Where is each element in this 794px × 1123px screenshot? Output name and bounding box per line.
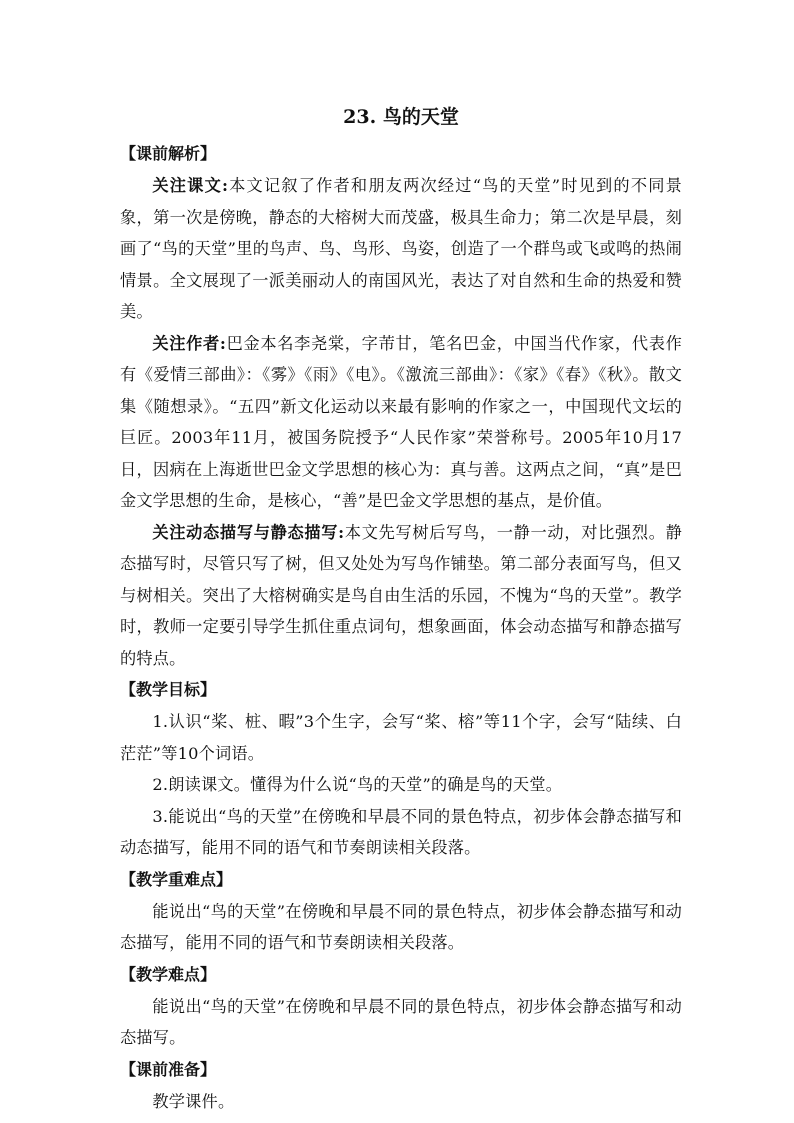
section-heading-keypoints: 【教学重难点】 [120, 869, 233, 889]
author-paragraph [120, 328, 682, 517]
difficulty-text: 能说出“鸟的天堂”在傍晚和早晨不同的景色特点，初步体会静态描写和动态描写。 [120, 996, 682, 1047]
analysis-paragraph-lead: 关注课文: [152, 176, 229, 195]
description-paragraph-body: 本文先写树后写鸟，一静一动，对比强烈。静态描写时，尽管只写了树，但又处处为写鸟作铺垫。第二部分表面写鸟，但又与树相关。突出了大榕树确实是鸟自由生活的乐园，不愧为“鸟的天堂”。教学时，教师一定要引导学生抓住重点词句，想象画面，体会动态描写和静态描写的特点。 [120, 522, 683, 668]
keypoints-text: 能说出“鸟的天堂”在傍晚和早晨不同的景色特点，初步体会静态描写和动态描写，能用不同的语气和节奏朗读相关段落。 [120, 901, 682, 952]
preparation-text: 教学课件。 [152, 1091, 235, 1111]
document-body [120, 100, 682, 1117]
goal-item: 2.朗读课文。懂得为什么说“鸟的天堂”的确是鸟的天堂。 [152, 775, 563, 794]
description-paragraph [120, 517, 682, 675]
analysis-paragraph-body: 本文记叙了作者和朋友两次经过“鸟的天堂”时见到的不同景象，第一次是傍晚，静态的大榕树大而茂盛，极具生命力；第二次是早晨，刻画了“鸟的天堂”里的鸟声、鸟、鸟形、鸟姿，创造了一个群鸟或飞或鸣的热闹情景。全文展现了一派美丽动人的南国风光，表达了对自然和生命的热爱和赞美。 [120, 176, 682, 321]
section-heading-analysis: 【课前解析】 [120, 144, 217, 163]
goal-item: 3.能说出“鸟的天堂”在傍晚和早晨不同的景色特点，初步体会静态描写和动态描写，能用不同的语气和节奏朗读相关段落。 [120, 806, 682, 857]
goal-item: 1.认识“桨、桩、暇”3个生字，会写“桨、榕”等11个字，会写“陆续、白茫茫”等10个词语。 [120, 712, 682, 763]
description-paragraph-lead: 关注动态描写与静态描写: [152, 522, 345, 542]
author-paragraph-lead: 关注作者: [152, 333, 227, 353]
section-heading-goals: 【教学目标】 [120, 680, 217, 699]
section-heading-preparation: 【课前准备】 [120, 1059, 217, 1079]
section-heading-difficulty: 【教学难点】 [120, 964, 217, 984]
analysis-paragraph-text [120, 170, 682, 328]
page-title: 23. 鸟的天堂 [343, 106, 459, 128]
author-paragraph-body: 巴金本名李尧棠，字芾甘，笔名巴金，中国当代作家，代表作有《爱情三部曲》：《雾》《雨》《电》。《激流三部曲》：《家》《春》《秋》。散文集《随想录》。“五四”新文化运动以来最有影响的作家之一，中国现代文坛的巨匠。2003年11月，被国务院授予“人民作家”荣誉称号。2005年10月17日，因病在上海逝世巴金文学思想的核心为：真与善。这两点之间，“真”是巴金文学思想的生命，是核心，“善”是巴金文学思想的基点，是价值。 [120, 333, 682, 510]
